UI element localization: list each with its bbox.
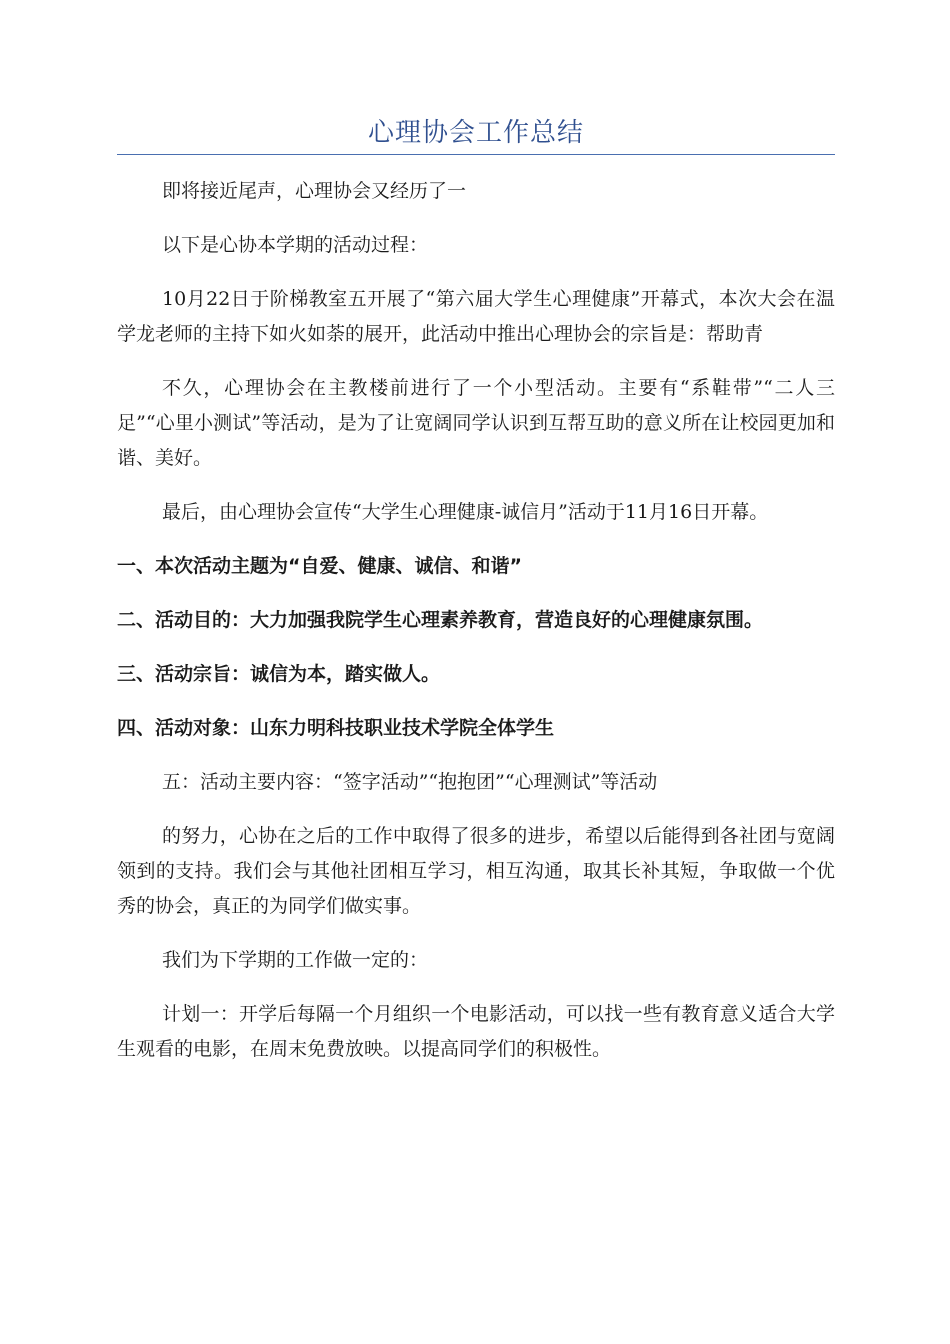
title-underline [117,154,835,155]
paragraph-progress: 的努力，心协在之后的工作中取得了很多的进步，希望以后能得到各社团与宽阔领到的支持。我们会与其他社团相互学习，相互沟通，取其长补其短，争取做一个优秀的协会，真正的为同学们做实事。 [117,825,835,917]
heading-purpose: 二、活动目的：大力加强我院学生心理素养教育，营造良好的心理健康氛围。 [117,609,764,631]
paragraph-plan-one: 计划一：开学后每隔一个月组织一个电影活动，可以找一些有教育意义适合大学生观看的电影，在周末免费放映。以提高同学们的积极性。 [117,1003,835,1060]
document-body [117,174,835,1067]
paragraph-integrity-month: 最后，由心理协会宣传“大学生心理健康-诚信月”活动于11月16日开幕。 [162,501,769,523]
heading-theme: 一、本次活动主题为“自爱、健康、诚信、和谐” [117,555,522,577]
paragraph-activity-intro: 以下是心协本学期的活动过程： [162,234,429,256]
heading-audience: 四、活动对象：山东力明科技职业技术学院全体学生 [117,717,555,739]
paragraph-small-activity: 不久，心理协会在主教楼前进行了一个小型活动。主要有“系鞋带”“二人三足”“心里小测试”等活动，是为了让宽阔同学认识到互帮互助的意义所在让校园更加和谐、美好。 [117,377,835,469]
paragraph-opening-ceremony: 10月22日于阶梯教室五开展了“第六届大学生心理健康”开幕式，本次大会在温学龙老师的主持下如火如荼的展开，此活动中推出心理协会的宗旨是：帮助青 [117,288,835,345]
paragraph-main-content: 五：活动主要内容：“签字活动”“抱抱团”“心理测试”等活动 [162,771,658,793]
document-title: 心理协会工作总结 [367,118,584,148]
heading-tenet: 三、活动宗旨：诚信为本，踏实做人。 [117,663,441,685]
paragraph-next-term: 我们为下学期的工作做一定的： [162,949,429,971]
paragraph-intro: 即将接近尾声，心理协会又经历了一 [162,180,467,202]
